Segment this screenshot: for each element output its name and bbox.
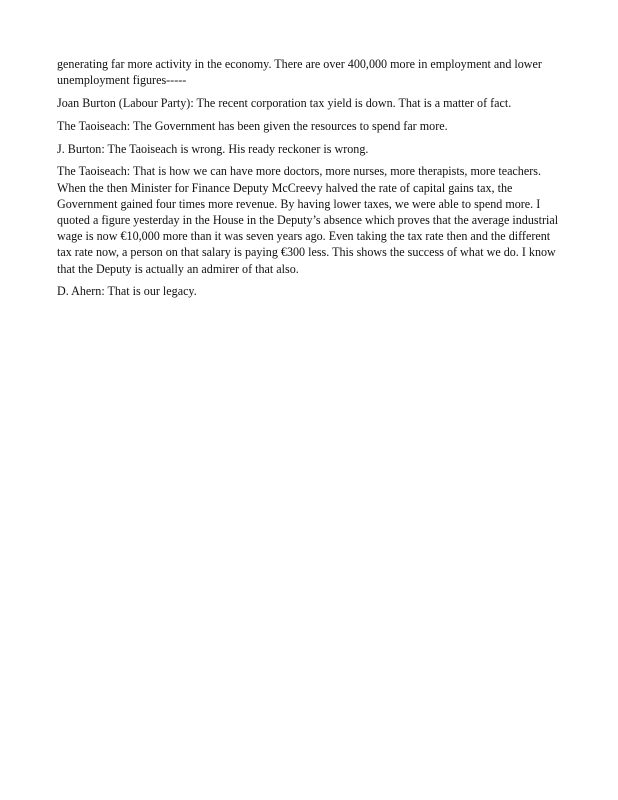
paragraph-joan-burton: Joan Burton (Labour Party): The recent corporation tax yield is down. That is a matter of fact. bbox=[57, 96, 512, 110]
paragraph-continuation: generating far more activity in the economy. There are over 400,000 more in employment and lower unemployment figures----- bbox=[57, 57, 542, 88]
paragraph-d-ahern: D. Ahern: That is our legacy. bbox=[57, 284, 197, 299]
paragraph-taoiseach-resources: The Taoiseach: The Government has been given the resources to spend far more. bbox=[57, 118, 448, 133]
document-body bbox=[57, 56, 567, 306]
paragraph-taoiseach-long: The Taoiseach: That is how we can have more doctors, more nurses, more therapists, more teachers. When the then Minister for Finance Deputy McCreevy halved the rate of capital gains tax, the Government gained four times more revenue. By having lower taxes, we were able to spend more. I quoted a figure yesterday in the House in the Deputy’s absence which proves that the average industrial wage is now €10,000 more than it was seven years ago. Even taking the tax rate then and the different tax rate now, a person on that salary is paying €300 less. This shows the success of what we do. I know that the Deputy is actually an admirer of that also. bbox=[57, 164, 559, 276]
paragraph-j-burton: J. Burton: The Taoiseach is wrong. His ready reckoner is wrong. bbox=[57, 141, 369, 156]
